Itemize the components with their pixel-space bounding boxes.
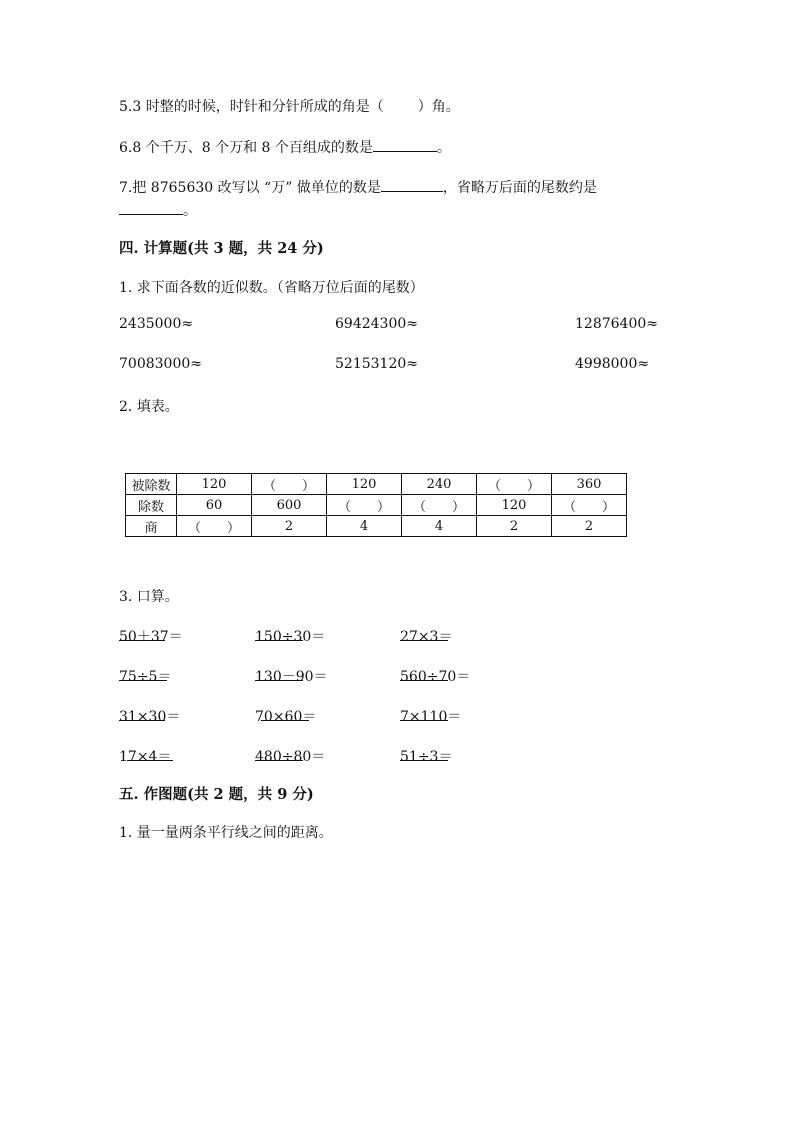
- approximation-item: 52153120≈: [335, 356, 418, 372]
- question-number: 5.: [119, 99, 133, 115]
- answer-blank[interactable]: [381, 177, 443, 192]
- table-cell: 4: [402, 516, 477, 537]
- approximation-item: 12876400≈: [575, 316, 658, 332]
- table-cell: 120: [327, 474, 402, 495]
- question-mid: ，省略万后面的尾数约是: [442, 180, 597, 196]
- table-header-cell: 被除数: [126, 474, 177, 495]
- mental-math-row: 50＋37＝ 150÷30＝ 27×3＝: [119, 626, 679, 646]
- answer-blank[interactable]: [400, 706, 448, 721]
- answer-blank[interactable]: [255, 666, 303, 681]
- section-4-question-1: 1. 求下面各数的近似数。（省略万位后面的尾数）: [119, 280, 424, 296]
- section-4-title: 四. 计算题(共 3 题，共 24 分): [119, 240, 324, 257]
- answer-blank[interactable]: [373, 137, 437, 152]
- section-5-title: 五. 作图题(共 2 题，共 9 分): [119, 786, 314, 803]
- question-tail: 。: [183, 203, 197, 219]
- table-cell: 600: [252, 495, 327, 516]
- mental-math-row: 17×4＝ 480÷80＝ 51÷3＝: [119, 746, 679, 766]
- table-cell: 2: [252, 516, 327, 537]
- answer-blank[interactable]: [400, 746, 448, 761]
- mental-math-row: 31×30＝ 70×60＝ 7×110＝: [119, 706, 679, 726]
- division-table: [125, 473, 627, 537]
- table-cell: 60: [177, 495, 252, 516]
- question-7: [119, 177, 597, 197]
- question-tail: 。: [436, 140, 451, 156]
- section-4-question-3: 3. 口算。: [119, 589, 179, 605]
- table-cell[interactable]: （ ）: [402, 495, 477, 516]
- table-cell[interactable]: （ ）: [327, 495, 402, 516]
- question-6: [119, 137, 451, 157]
- answer-blank[interactable]: [255, 746, 303, 761]
- answer-blank[interactable]: [119, 706, 165, 721]
- section-5-question-1: 1. 量一量两条平行线之间的距离。: [119, 825, 333, 841]
- question-number: 7.: [119, 180, 133, 196]
- question-7-continued: [119, 200, 197, 220]
- table-cell: 120: [177, 474, 252, 495]
- table-cell[interactable]: （ ）: [552, 495, 627, 516]
- approximation-row: [119, 356, 679, 376]
- table-row: [126, 516, 627, 537]
- table-row: [126, 474, 627, 495]
- answer-blank[interactable]: [119, 626, 165, 641]
- answer-blank[interactable]: [119, 200, 183, 215]
- answer-blank[interactable]: [119, 666, 167, 681]
- table-cell: 4: [327, 516, 402, 537]
- table-cell: 240: [402, 474, 477, 495]
- answer-blank[interactable]: [400, 666, 448, 681]
- table-cell[interactable]: （ ）: [177, 516, 252, 537]
- answer-blank[interactable]: [255, 626, 303, 641]
- table-header-cell: 商: [126, 516, 177, 537]
- question-5: [119, 96, 460, 116]
- table-header-cell: 除数: [126, 495, 177, 516]
- table-cell: 360: [552, 474, 627, 495]
- approximation-row: [119, 316, 679, 336]
- mental-math-row: 75÷5＝ 130－90＝ 560÷70＝: [119, 666, 679, 686]
- section-4-question-2: 2. 填表。: [119, 399, 179, 415]
- approximation-item: 69424300≈: [335, 316, 418, 332]
- table-cell: 2: [477, 516, 552, 537]
- question-number: 6.: [119, 140, 133, 156]
- table-row: [126, 495, 627, 516]
- table-cell[interactable]: （ ）: [252, 474, 327, 495]
- approximation-item: 70083000≈: [119, 356, 202, 372]
- table-cell[interactable]: （ ）: [477, 474, 552, 495]
- question-tail: ）角。: [417, 99, 460, 115]
- question-text: 3 时整的时候，时针和分针所成的角是（: [132, 99, 384, 115]
- table-cell: 120: [477, 495, 552, 516]
- question-text: 8 个千万、8 个万和 8 个百组成的数是: [132, 140, 373, 156]
- table-cell: 2: [552, 516, 627, 537]
- approximation-item: 4998000≈: [575, 356, 650, 372]
- answer-blank[interactable]: [400, 626, 448, 641]
- answer-blank[interactable]: [261, 706, 309, 721]
- approximation-item: 2435000≈: [119, 316, 194, 332]
- question-text: 把 8765630 改写以 “万” 做单位的数是: [132, 180, 381, 196]
- answer-blank[interactable]: [127, 746, 173, 761]
